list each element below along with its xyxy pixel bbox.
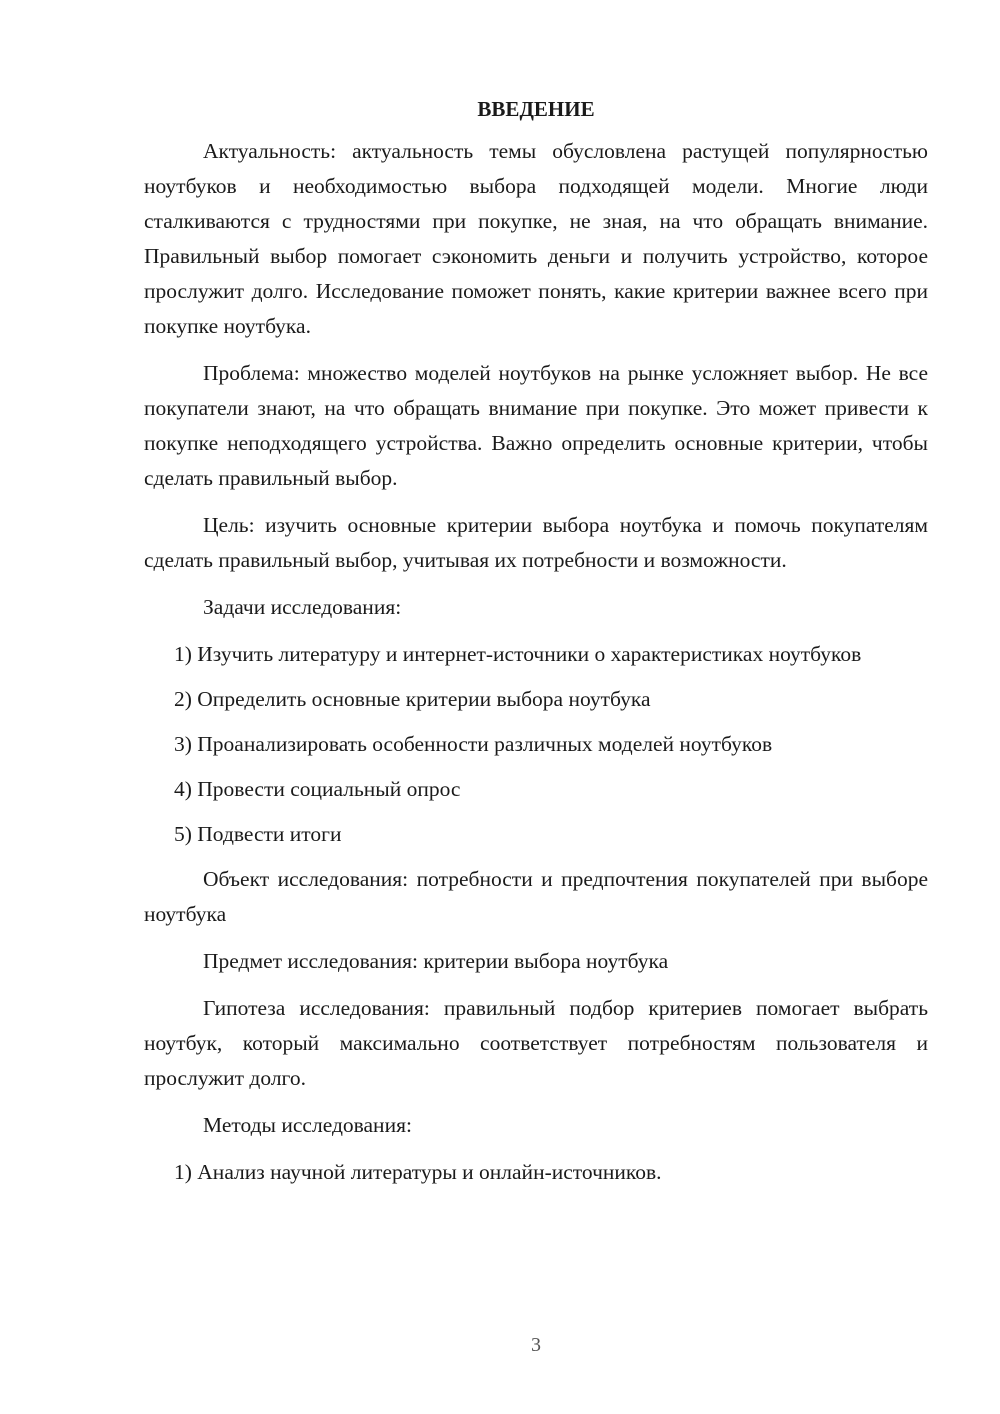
hypothesis-paragraph: Гипотеза исследования: правильный подбор критериев помогает выбрать ноутбук, который максимально соответствует потребностям пользователя и прослужит долго. <box>144 996 928 1090</box>
page-title: ВВЕДЕНИЕ <box>477 97 595 121</box>
task-item-5: 5) Подвести итоги <box>174 822 342 846</box>
object-paragraph: Объект исследования: потребности и предпочтения покупателей при выборе ноутбука <box>144 867 928 926</box>
task-item-4: 4) Провести социальный опрос <box>174 777 461 801</box>
tasks-heading: Задачи исследования: <box>203 595 402 619</box>
task-item-2: 2) Определить основные критерии выбора ноутбука <box>174 687 651 711</box>
task-item-3: 3) Проанализировать особенности различных моделей ноутбуков <box>174 732 773 756</box>
subject-paragraph: Предмет исследования: критерии выбора ноутбука <box>203 949 669 973</box>
goal-paragraph: Цель: изучить основные критерии выбора ноутбука и помочь покупателям сделать правильный выбор, учитывая их потребности и возможности. <box>144 513 928 572</box>
methods-heading: Методы исследования: <box>203 1113 412 1137</box>
method-item-1: 1) Анализ научной литературы и онлайн-источников. <box>174 1160 662 1184</box>
relevance-paragraph: Актуальность: актуальность темы обусловлена растущей популярностью ноутбуков и необходимостью выбора подходящей модели. Многие люди сталкиваются с трудностями при покупке, не зная, на что обращать внимание. Правильный выбор помогает сэкономить деньги и получить устройство, которое прослужит долго. Исследование поможет понять, какие критерии важнее всего при покупке ноутбука. <box>144 139 928 338</box>
page-number: 3 <box>531 1334 541 1356</box>
task-item-1: 1) Изучить литературу и интернет-источники о характеристиках ноутбуков <box>174 642 862 666</box>
document-page <box>144 92 928 1200</box>
problem-paragraph: Проблема: множество моделей ноутбуков на рынке усложняет выбор. Не все покупатели знают, на что обращать внимание при покупке. Это может привести к покупке неподходящего устройства. Важно определить основные критерии, чтобы сделать правильный выбор. <box>144 361 928 490</box>
